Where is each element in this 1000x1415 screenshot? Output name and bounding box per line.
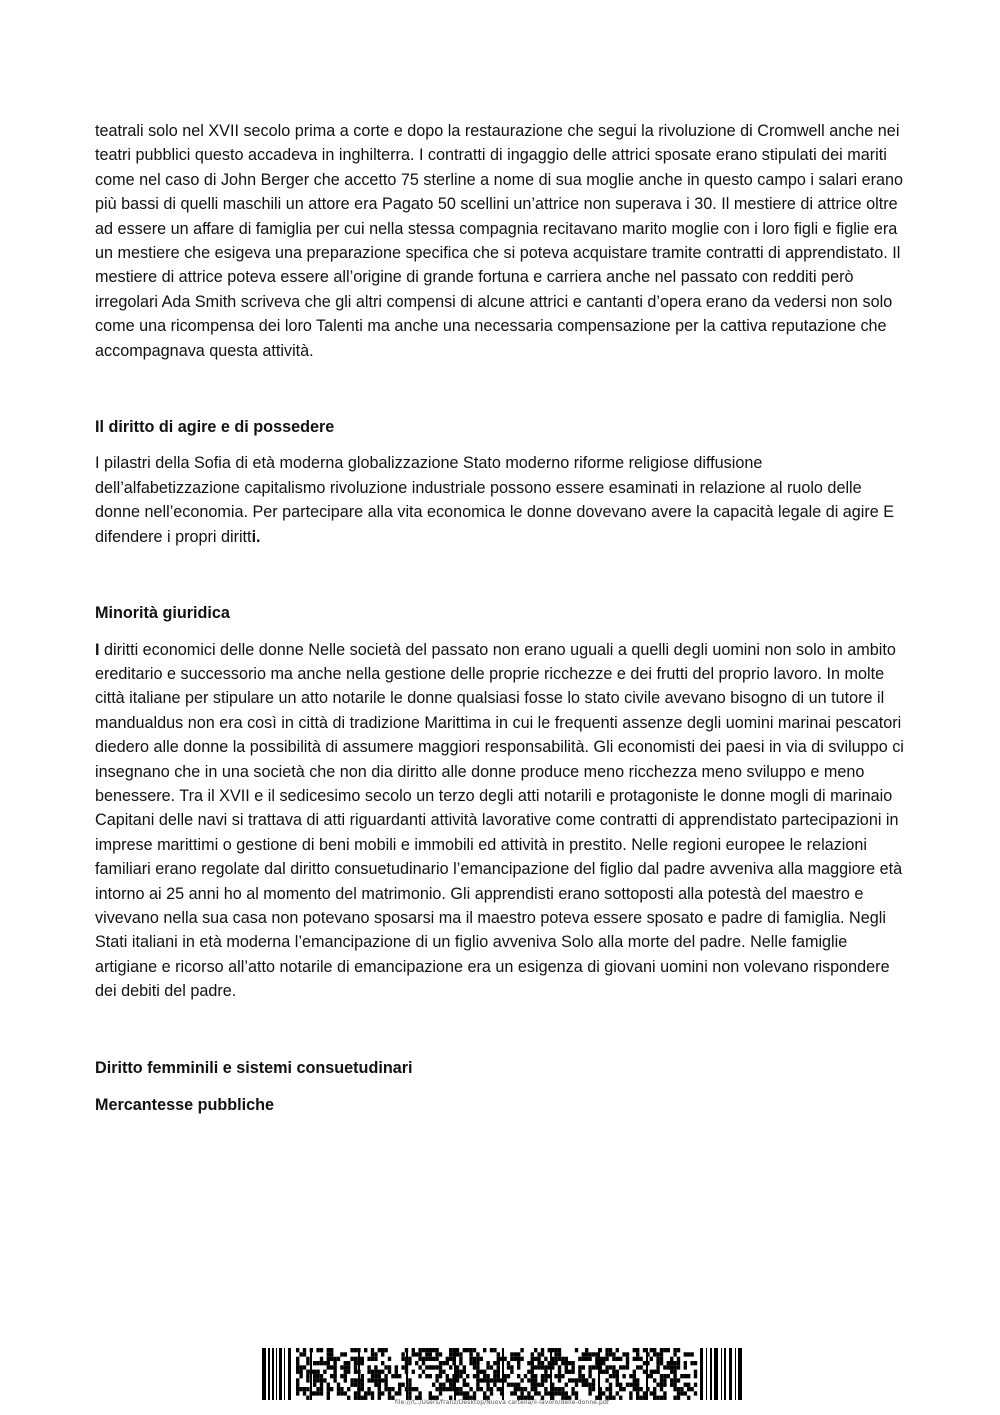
paragraph-pillars-end: i. bbox=[251, 527, 261, 546]
paragraph-actresses: teatrali solo nel XVII secolo prima a corte e dopo la restaurazione che segui la rivoluzione di Cromwell anche nei teatri pubblici questo accadeva in inghilterra. I contratti di ingaggio delle attrici sposate erano stipulati dei mariti come nel caso di John Berger che accetto 75 sterline a nome di sua moglie anche in questo campo i salari erano più bassi di quelli maschili un attore era Pagato 50 scellini un’attrice non superava i 30. Il mestiere di attrice oltre ad essere un affare di famiglia per cui nella stessa compagnia recitavano marito moglie con i loro figli e figlie era un mestiere che esigeva una preparazione specifica che si poteva acquistare tramite contratti di apprendistato. Il mestiere di attrice poteva essere all’origine di grande fortuna e carriera anche nel passato con redditi però irregolari Ada Smith scriveva che gli altri compensi di alcune attrici e cantanti d’opera erano da vedersi non solo come una ricompensa dei loro Talenti ma anche una necessaria compensazione per la cattiva reputazione che accompagnava questa attività. bbox=[95, 122, 904, 360]
heading-female-rights: Diritto femminili e sistemi consuetudinari bbox=[95, 1058, 413, 1077]
document-page bbox=[95, 119, 907, 1117]
paragraph-pillars bbox=[95, 451, 907, 549]
paragraph-economic-rights bbox=[95, 638, 907, 1004]
heading-legal-minority: Minorità giuridica bbox=[95, 604, 230, 623]
barcode-graphic bbox=[262, 1348, 742, 1400]
paragraph-economic-rights-text: diritti economici delle donne Nelle società del passato non erano uguali a quelli degli uomini non solo in ambito ereditario e successorio ma anche nella gestione delle proprie ricchezze e dei frutti del proprio lavoro. In molte città italiane per stipulare un atto notarile le donne qualsiasi fosse lo stato civile avevano bisogno di un tutore il mandualdus non era così in città di tradizione Marittima in cui le frequenti assenze degli uomini marinai pescatori diedero alle donne la possibilità di assumere maggiori responsabilità. Gli economisti dei paesi in via di sviluppo ci insegnano che in una società che non dia diritto alle donne produce meno ricchezza meno sviluppo e meno benessere. Tra il XVII e il sedicesimo secolo un terzo degli atti notarili e protagoniste le donne mogli di marinaio Capitani delle navi si trattava di atti riguardanti attività lavorative come contratti di apprendistato partecipazioni in imprese marittimi o gestione di beni mobili e immobili ed attività in prestito. Nelle regioni europee le relazioni familiari erano regolate dal diritto consuetudinario l’emancipazione del figlio dal padre avveniva alla maggiore età intorno ai 25 anni ho al momento del matrimonio. Gli apprendisti erano sottoposti alla potestà del maestro e vivevano nella sua casa non potevano sposarsi ma il maestro poteva essere sposato e padre di famiglia. Negli Stati italiani in età moderna l’emancipazione di un figlio avveniva Solo alla morte del padre. Nelle famiglie artigiane e ricorso all’atto notarile di emancipazione era un esigenza di giovani uomini non volevano rispondere dei debiti del padre. bbox=[95, 640, 904, 1001]
barcode bbox=[262, 1348, 742, 1400]
heading-right-to-act: Il diritto di agire e di possedere bbox=[95, 418, 335, 437]
paragraph-pillars-text: I pilastri della Sofia di età moderna globalizzazione Stato moderno riforme religiose diffusione dell’alfabetizzazione capitalismo rivoluzione industriale possono essere esaminati in relazione al ruolo delle donne nell’economia. Per partecipare alla vita economica le donne dovevano avere la capacità legale di agire E difendere i propri diritt bbox=[95, 454, 895, 546]
footer-file-path: file:///C:/Users/franz/Desktop/Nuova cartella/il-lavoro/delle-donne.pdf bbox=[394, 1399, 610, 1406]
paragraph-economic-rights-initial: I bbox=[95, 640, 100, 659]
heading-public-merchants: Mercantesse pubbliche bbox=[95, 1096, 275, 1114]
